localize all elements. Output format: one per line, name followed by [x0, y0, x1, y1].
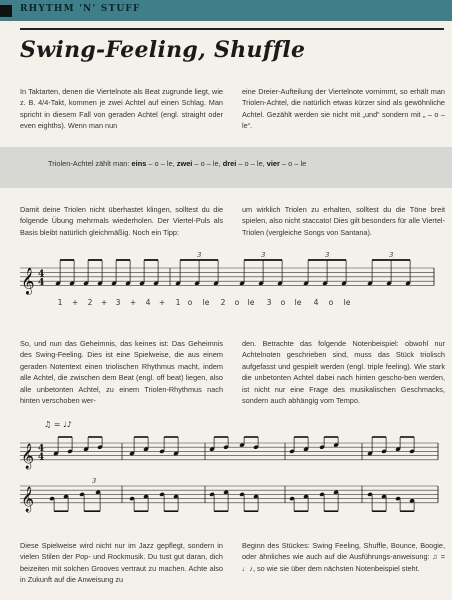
shuffle-equation: ♫ = ♩♪ — [44, 420, 72, 429]
count-label: 4 — [145, 298, 151, 307]
count-label: le — [247, 298, 255, 307]
example-staff-2 — [0, 470, 452, 520]
count-rest: – o – le — [279, 159, 307, 168]
info-text — [48, 159, 306, 168]
page-title: Swing-Feeling, Shuffle — [20, 37, 306, 63]
triplet-mark: 3 — [389, 251, 394, 259]
count-rest: – o – le, — [146, 159, 175, 168]
count-label: 3 — [115, 298, 121, 307]
title-rule — [20, 28, 444, 30]
count-word: eins — [131, 159, 147, 168]
count-label: o — [328, 298, 334, 307]
treble-clef-icon: 𝄞 — [21, 268, 35, 295]
count-label: o — [234, 298, 240, 307]
triplet-mark: 3 — [92, 477, 97, 485]
count-label: le — [343, 298, 351, 307]
time-signature-bottom: 4 — [38, 277, 45, 289]
time-signature-top: 4 — [38, 268, 45, 280]
count-word: zwei — [176, 159, 193, 168]
triplet-mark: 3 — [325, 251, 330, 259]
time-signature-top: 4 — [38, 443, 45, 454]
treble-clef-icon: 𝄞 — [21, 443, 34, 469]
count-labels — [0, 298, 452, 310]
count-label: o — [187, 298, 193, 307]
count-rest: – o – le, — [236, 159, 265, 168]
paragraph2-left: Damit deine Triolen nicht überhastet klingen, solltest du die folgende Übung mehrmals wiederholen. Der Viertel-Puls als Basis bleibt natürlich gleichmäßig. Noch ein Tipp: — [20, 205, 223, 237]
section-label: RHYTHM 'N' STUFF — [20, 4, 141, 14]
count-rest: – o – le, — [192, 159, 221, 168]
count-label: 2 — [220, 298, 226, 307]
paragraph2-right: um wirklich Triolen zu erhalten, solltest du die Töne breit spielen, also nicht staccato! Dies gilt besonders für alle Viertel-Triolen (vergleiche Songs von Santana). — [242, 205, 445, 237]
count-label: le — [202, 298, 210, 307]
intro-left: In Taktarten, denen die Viertelnote als Beat zugrunde liegt, wie z. B. 4/4-Takt, kommen je zwei Achtel auf einen Schlag. Man spricht in diesem Fall von geraden Achtel (engl. straight oder even eighths). Wenn man nun — [20, 87, 223, 131]
paragraph3-right: den. Betrachte das folgende Notenbeispiel: obwohl nur Achtelnoten geschrieben sind, muss das Stück triolisch aufgefasst und gespielt werden (engl. triple feeling). Wie stark die unbetonten Achtel dabei nach hinten gescho-ben werden, ist nicht nur eine Frage des musikalischen Geschmacks, sondern auch abhängig vom Tempo. — [242, 339, 445, 406]
exercise-staff — [0, 250, 452, 300]
example-staff-1 — [0, 425, 452, 475]
count-label: le — [294, 298, 302, 307]
count-word: drei — [222, 159, 237, 168]
info-prefix: Triolen-Achtel zählt man: — [48, 159, 130, 168]
count-label: + — [129, 298, 137, 307]
paragraph4-right: Beginn des Stückes: Swing Feeling, Shuffle, Bounce, Boogie, oder ähnliches wie auch auf die Ausführungs-anweisung: ♫ = ♩♪, so wie sie über dem nächsten Notenbeispiel steht. — [242, 541, 445, 573]
count-label: 1 — [57, 298, 63, 307]
count-label: + — [158, 298, 166, 307]
count-label: 4 — [313, 298, 319, 307]
triplet-mark: 3 — [261, 251, 266, 259]
paragraph4-left: Diese Spielweise wird nicht nur im Jazz gepflegt, sondern in vielen Stilen der Pop- und Rockmusik. Du tust gut daran, dich beizeiten mit solchen Grooves vertraut zu machen. Achte also in Zukunft auf die Anweisung zu — [20, 541, 223, 585]
count-word: vier — [266, 159, 280, 168]
time-signature-bottom: 4 — [38, 452, 45, 463]
intro-right: eine Dreier-Aufteilung der Viertelnote vornimmt, so erhält man Triolen-Achtel, die natürlich etwas kürzer sind als gewöhnliche Achtel. Gezählt werden sie nicht mit „und“ sondern mit „ – o – le“. — [242, 87, 445, 131]
count-label: + — [100, 298, 108, 307]
header-square-icon — [0, 5, 12, 17]
paragraph3-left: So, und nun das Geheimnis, das keines ist: Das Geheimnis des Swing-Feeling. Dies ist eine Spielweise, die aus einem geraden Notentext einen triolischen Rhythmus macht, indem alle Achtel, die zwischen dem Beat (engl. off beat) liegen, also alle unbetonten Achtel, zu einem Triolen-Rhythmus nach hinten verschoben wer- — [20, 339, 223, 406]
count-label: + — [71, 298, 79, 307]
triplet-mark: 3 — [197, 251, 202, 259]
count-label: 2 — [87, 298, 93, 307]
count-label: 3 — [266, 298, 272, 307]
count-label: o — [280, 298, 286, 307]
treble-clef-icon: 𝄞 — [21, 486, 34, 512]
count-label: 1 — [175, 298, 181, 307]
